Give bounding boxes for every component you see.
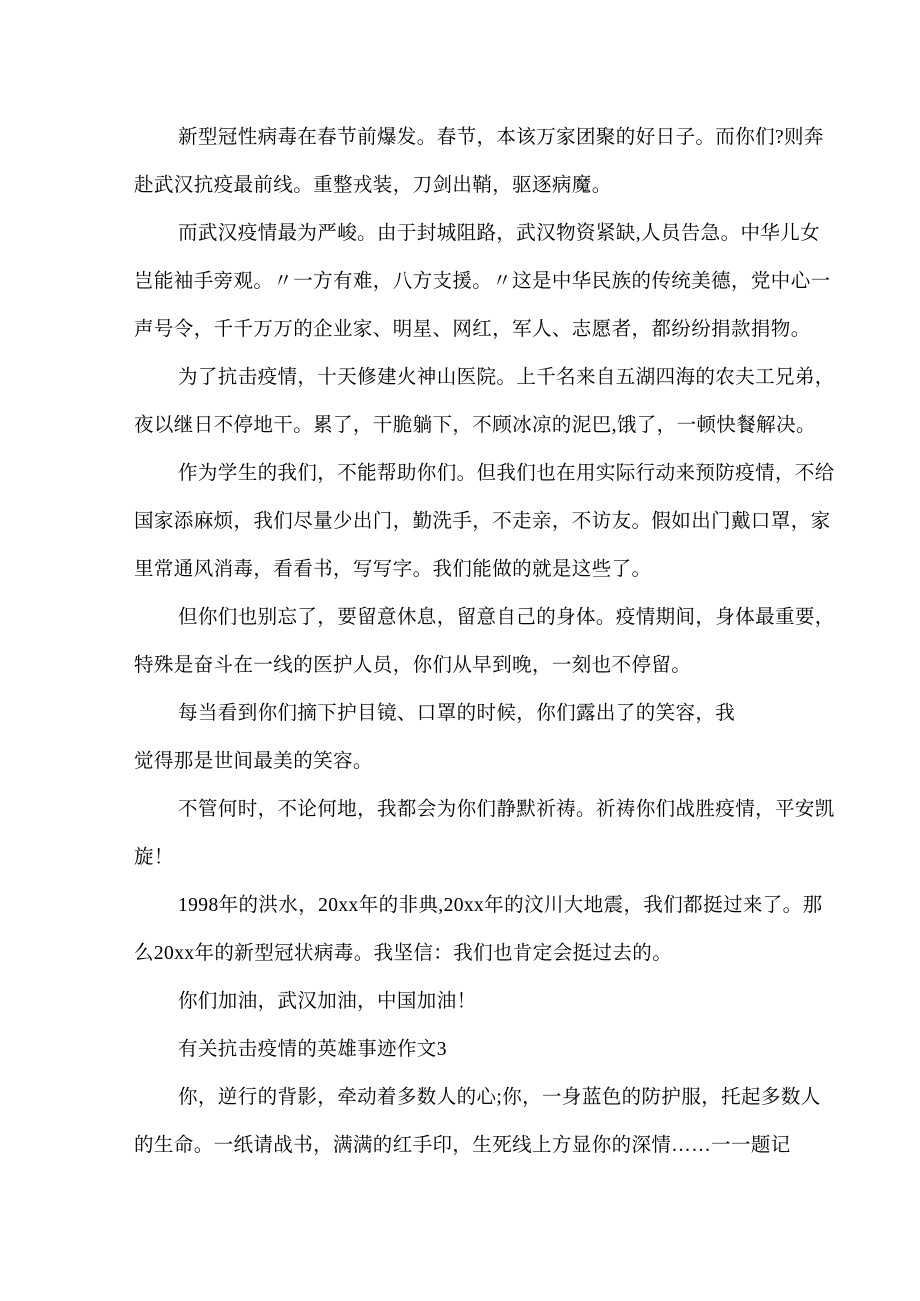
- text-line: 赴武汉抗疫最前线。重整戎装，刀剑出鞘，驱逐病魔。: [134, 175, 612, 196]
- text-line: 但你们也别忘了，要留意休息，留意自己的身体。疫情期间，身体最重要，: [178, 607, 835, 628]
- text-line: 的生命。一纸请战书，满满的红手印，生死线上方显你的深情……一一题记: [134, 1135, 791, 1156]
- text-line: 夜以继日不停地干。累了，干脆躺下，不顾冰凉的泥巴,饿了，一顿快餐解决。: [134, 415, 816, 436]
- text-line: 声号令，千千万万的企业家、明星、网红，军人、志愿者，都纷纷捐款捐物。: [134, 319, 811, 340]
- text-line: 岂能袖手旁观。〃一方有难，八方支援。〃这是中华民族的传统美德，党中心一: [134, 271, 831, 292]
- text-line: 为了抗击疫情，十天修建火神山医院。上千名来自五湖四海的农夫工兄弟，: [178, 367, 835, 388]
- text-line: 觉得那是世间最美的笑容。: [134, 751, 373, 772]
- text-line: 新型冠性病毒在春节前爆发。春节，本该万家团聚的好日子。而你们?则奔: [178, 127, 824, 148]
- text-line: 国家添麻烦，我们尽量少出门，勤洗手，不走亲，不访友。假如出门戴口罩，家: [134, 511, 831, 532]
- text-line: 而武汉疫情最为严峻。由于封城阻路，武汉物资紧缺,人员告急。中华儿女: [178, 223, 821, 244]
- document-text: [134, 114, 835, 1170]
- text-line: 你们加油，武汉加油，中国加油！: [178, 991, 477, 1012]
- text-line: 不管何时，不论何地，我都会为你们静默祈祷。祈祷你们战胜疫情，平安凯: [178, 799, 835, 820]
- text-line: 么20xx年的新型冠状病毒。我坚信：我们也肯定会挺过去的。: [134, 943, 673, 964]
- text-line: 里常通风消毒，看看书，写写字。我们能做的就是这些了。: [134, 559, 652, 580]
- text-line: 特殊是奋斗在一线的医护人员，你们从早到晚，一刻也不停留。: [134, 655, 692, 676]
- text-line: 旋！: [134, 847, 174, 868]
- text-line: 作为学生的我们，不能帮助你们。但我们也在用实际行动来预防疫情，不给: [178, 463, 835, 484]
- text-line: 有关抗击疫情的英雄事迹作文3: [178, 1039, 447, 1060]
- text-line: 你，逆行的背影，牵动着多数人的心;你，一身蓝色的防护服，托起多数人: [178, 1087, 821, 1108]
- text-line: 1998年的洪水，20xx年的非典,20xx年的汶川大地震，我们都挺过来了。那: [178, 895, 823, 916]
- text-line: 每当看到你们摘下护目镜、口罩的时候，你们露出了的笑容，我: [178, 703, 736, 724]
